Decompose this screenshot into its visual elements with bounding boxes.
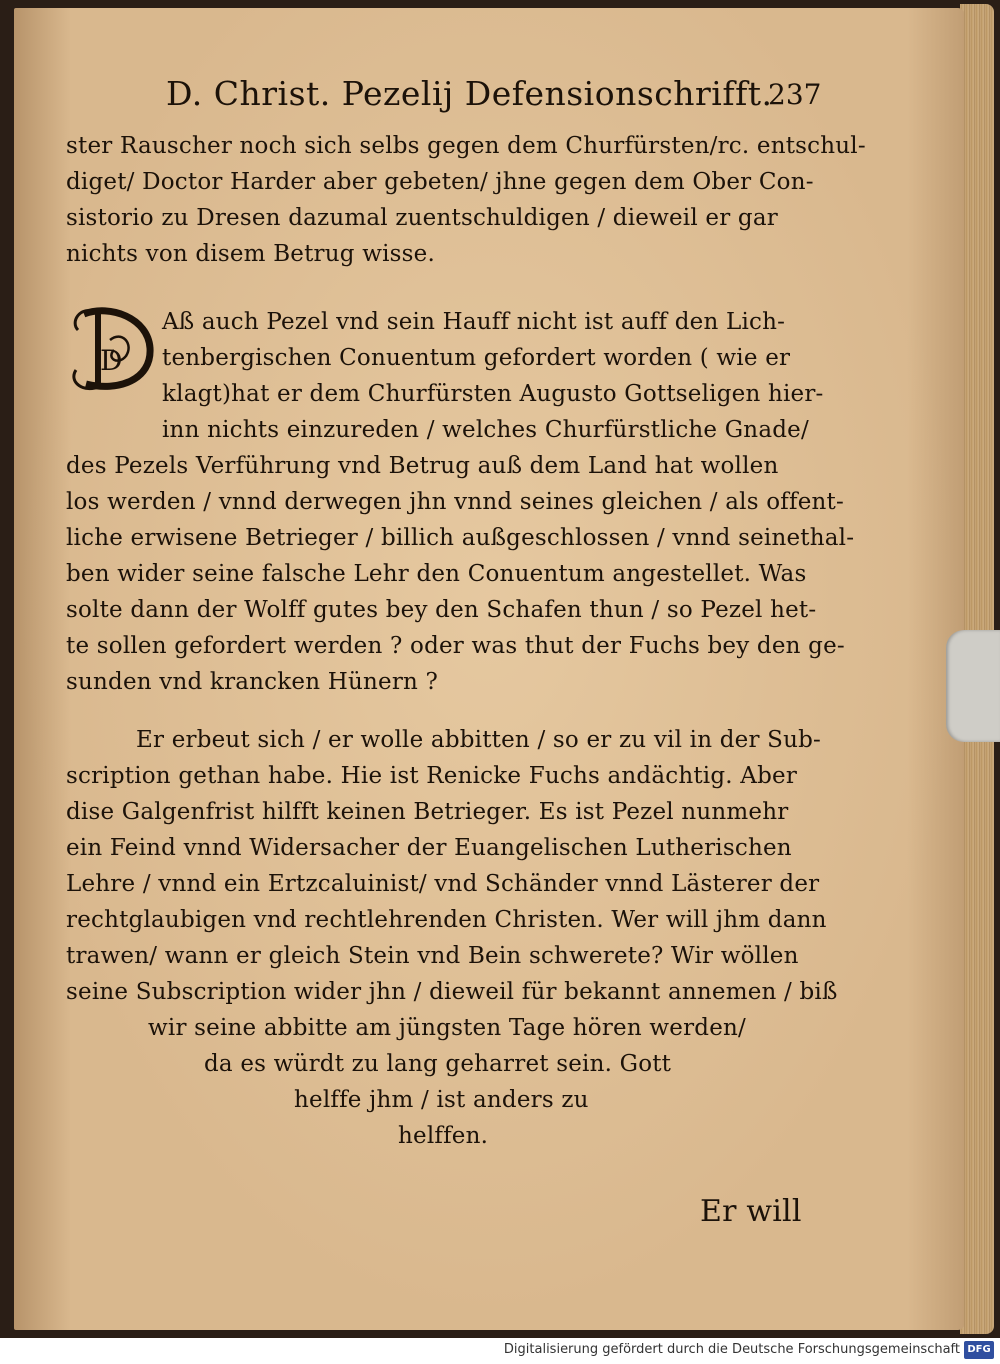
text-line: helffe jhm / ist anders zu: [294, 1087, 589, 1113]
text-line: trawen/ wann er gleich Stein vnd Bein schwerete? Wir wöllen: [66, 943, 799, 969]
text-line: Er erbeut sich / er wolle abbitten / so er zu vil in der Sub-: [136, 727, 822, 753]
text-line: des Pezels Verführung vnd Betrug auß dem Land hat wollen: [66, 453, 779, 479]
text-line: Aß auch Pezel vnd sein Hauff nicht ist auff den Lich-: [162, 309, 786, 335]
text-line: wir seine abbitte am jüngsten Tage hören werden/: [148, 1015, 746, 1041]
text-line: ster Rauscher noch sich selbs gegen dem Churfürsten/rc. entschul-: [66, 133, 866, 159]
text-line: los werden / vnnd derwegen jhn vnnd seines gleichen / als offent-: [66, 489, 844, 515]
text-line: diget/ Doctor Harder aber gebeten/ jhne gegen dem Ober Con-: [66, 169, 814, 195]
initial-letter: D: [100, 344, 123, 377]
running-header: [160, 74, 820, 114]
dfg-logo: DFG: [964, 1341, 994, 1359]
text-line: Lehre / vnnd ein Ertzcaluinist/ vnd Schänder vnnd Lästerer der: [66, 871, 820, 897]
text-line: scription gethan habe. Hie ist Renicke Fuchs andächtig. Aber: [66, 763, 798, 789]
text-line: ein Feind vnnd Widersacher der Euangelischen Lutherischen: [66, 835, 792, 861]
text-line: solte dann der Wolff gutes bey den Schafen thun / so Pezel het-: [66, 597, 817, 623]
text-line: helffen.: [398, 1123, 489, 1149]
text-line: sunden vnd krancken Hünern ?: [66, 669, 439, 695]
text-line: klagt)hat er dem Churfürsten Augusto Gottseligen hier-: [162, 381, 824, 407]
catchword: Er will: [700, 1194, 802, 1229]
footer-credit: Digitalisierung gefördert durch die Deutsche Forschungsgemeinschaft: [503, 1342, 960, 1357]
page-number: 237: [768, 78, 822, 111]
text-line: te sollen gefordert werden ? oder was thut der Fuchs bey den ge-: [66, 633, 845, 659]
text-line: seine Subscription wider jhn / dieweil für bekannt annemen / biß: [66, 979, 838, 1005]
page-clip-tab: [946, 630, 1000, 742]
text-line: da es würdt zu lang geharret sein. Gott: [204, 1051, 672, 1077]
text-line: ben wider seine falsche Lehr den Conuentum angestellet. Was: [66, 561, 807, 587]
text-line: rechtglaubigen vnd rechtlehrenden Christen. Wer will jhm dann: [66, 907, 827, 933]
text-line: inn nichts einzureden / welches Churfürstliche Gnade/: [162, 417, 809, 443]
text-line: sistorio zu Dresen dazumal zuentschuldigen / dieweil er gar: [66, 205, 778, 231]
text-line: tenbergischen Conuentum gefordert worden ( wie er: [162, 345, 791, 371]
footer: [0, 1338, 1000, 1364]
text-line: dise Galgenfrist hilfft keinen Betrieger. Es ist Pezel nunmehr: [66, 799, 789, 825]
text-line: nichts von disem Betrug wisse.: [66, 241, 435, 267]
running-title: D. Christ. Pezelij Defensionschrifft.: [166, 74, 773, 113]
text-line: liche erwisene Betrieger / billich außgeschlossen / vnnd seinethal-: [66, 525, 855, 551]
decorated-initial: [70, 300, 158, 396]
